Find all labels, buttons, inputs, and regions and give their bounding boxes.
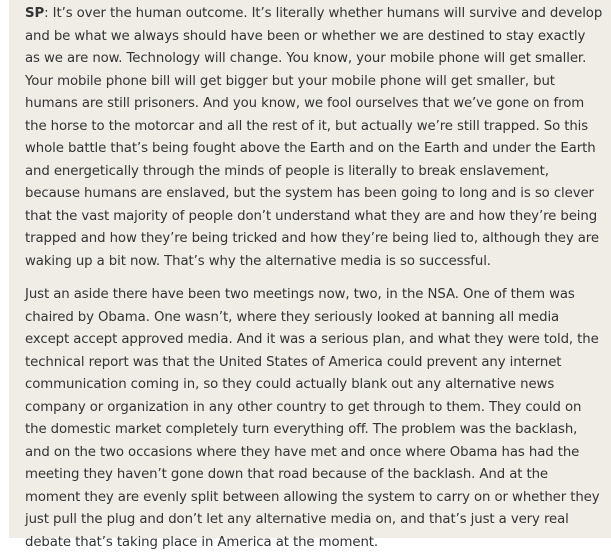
speaker-label: SP — [25, 6, 45, 21]
transcript-paragraph-2: Just an aside there have been two meetings now, two, in the NSA. One of them was chaired by Obama. One wasn’t, where they seriously looked at banning all media except accept approved media. And it was a serious plan, and what they were told, the technical report was that the United States of America could prevent any internet communication coming in, so they could actually blank out any alternative news company or organization in any other country to get through to them. They could on the domestic market completely turn everything off. The problem was the backlash, and on the two occasions where they have met and once where Obama has had the meeting they haven’t gone down that road because of the backlash. And at the moment they are evenly split between allowing the system to carry on or whether they just pull the plug and don’t let any alternative media on, and that’s just a very real debate that’s taking place in America at the moment. — [25, 287, 600, 550]
transcript-panel — [9, 0, 611, 550]
transcript-paragraph-1 — [25, 3, 603, 273]
paragraph-1-text: : It’s over the human outcome. It’s literally whether humans will survive and develop and be what we always should have been or whether we are destined to stay exactly as we are now. Technology will change. You know, your mobile phone will get smaller. Your mobile phone bill will get bigger but your mobile phone will get smaller, but humans are still prisoners. And you know, we fool ourselves that we’ve gone on from the horse to the motorcar and all the rest of it, but actually we’re still trapped. So this whole battle that’s being fought above the Earth and on the Earth and under the Earth and energetically through the minds of people is literally to break enslavement, because humans are enslaved, but the system has been going to long and is so clever that the vast majority of people don’t understand what they are and how they’re being trapped and how they’re being tricked and how they’re being lied to, although they are waking up a bit now. That’s why the alternative media is so successful. — [25, 6, 603, 269]
